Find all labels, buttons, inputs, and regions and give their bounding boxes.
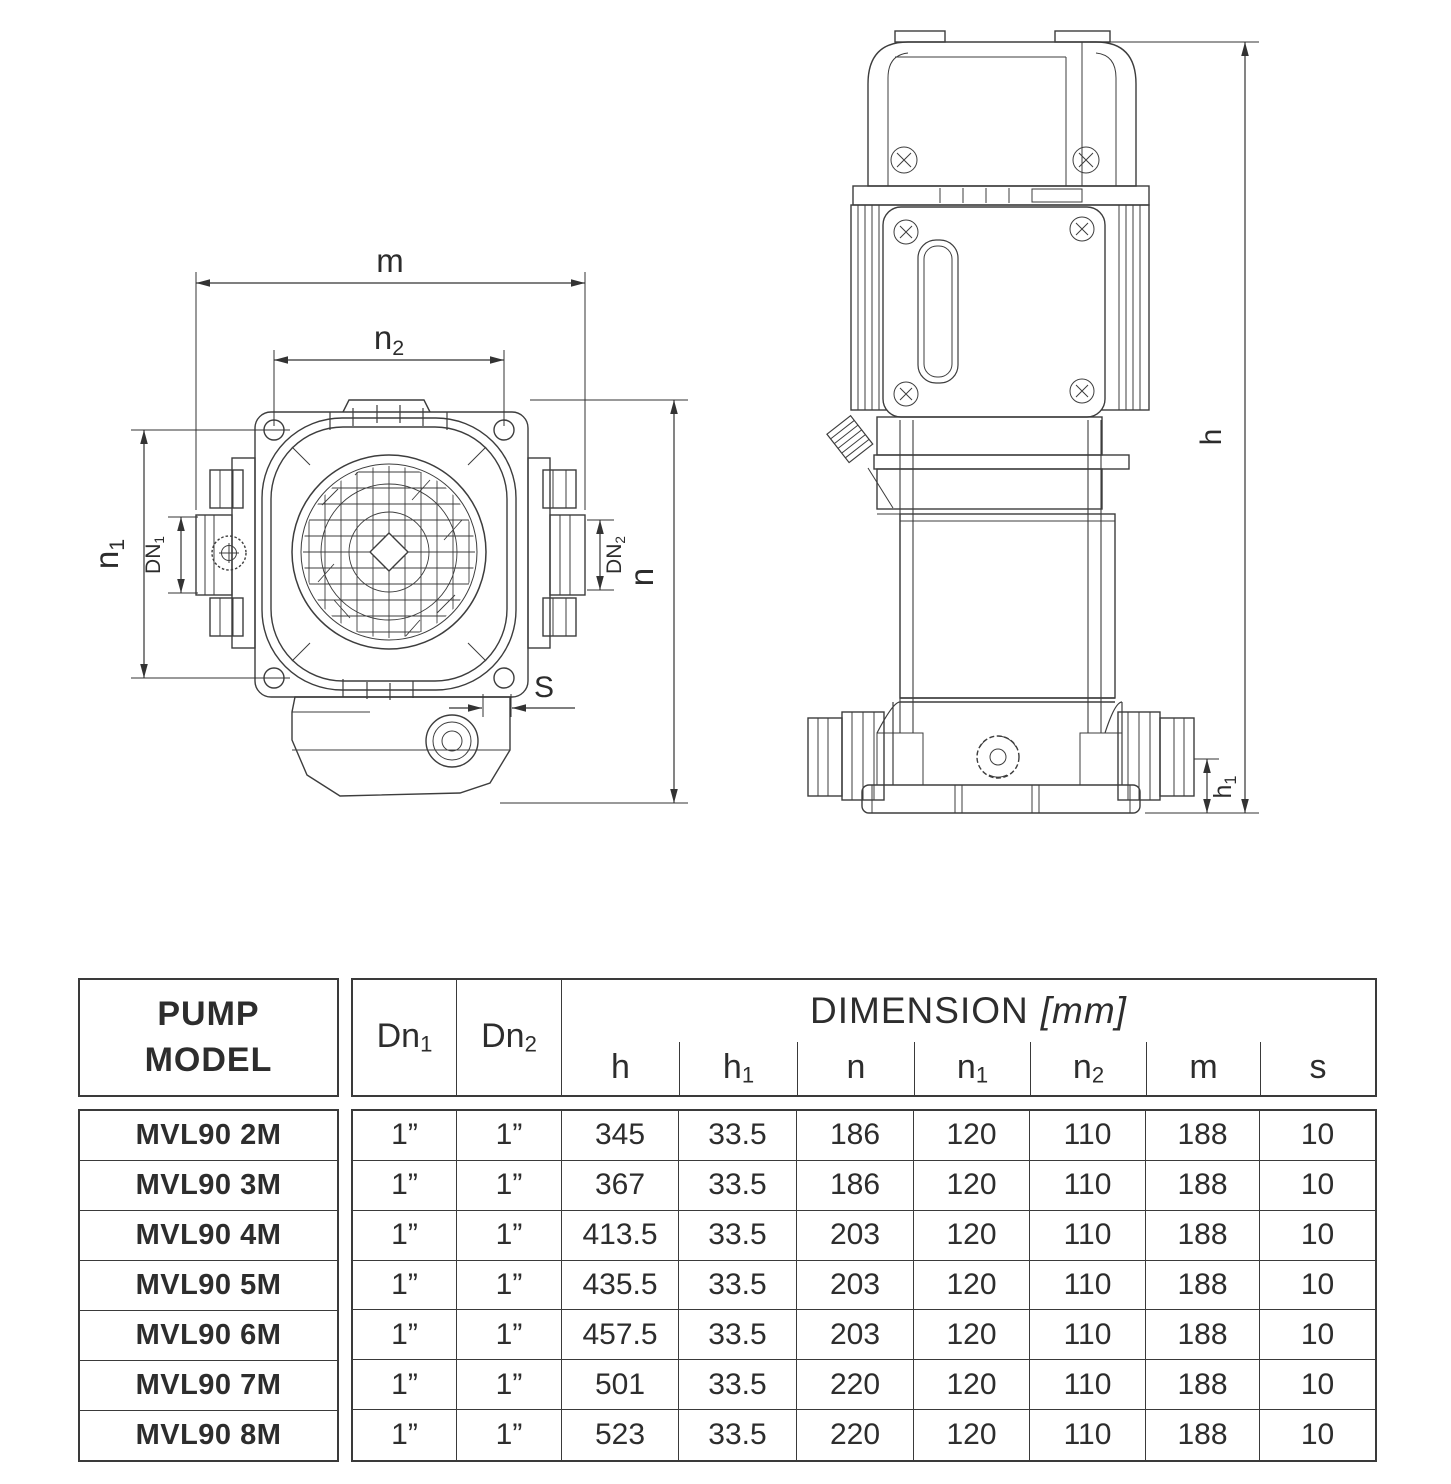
cell-s: 10 [1260, 1310, 1375, 1360]
cell-n2: 110 [1030, 1261, 1146, 1311]
pump-front-view-drawing [88, 242, 688, 803]
cell-n1: 120 [914, 1211, 1030, 1261]
cell-n: 186 [797, 1111, 914, 1161]
cell-n1: 120 [914, 1410, 1030, 1460]
dimension-title: DIMENSION [810, 990, 1029, 1031]
cell-n2: 110 [1030, 1161, 1146, 1211]
cell-h: 413.5 [562, 1211, 679, 1261]
cell-dn2: 1” [457, 1111, 562, 1161]
cell-s: 10 [1260, 1360, 1375, 1410]
cell-dn2: 1” [457, 1360, 562, 1410]
cell-n1: 120 [914, 1161, 1030, 1211]
table-header [351, 978, 1377, 1097]
cell-m: 188 [1146, 1410, 1260, 1460]
cell-h1: 33.5 [679, 1261, 797, 1311]
cell-h: 457.5 [562, 1310, 679, 1360]
dimension-header [562, 980, 1375, 1042]
pump-model-cell: MVL90 3M [80, 1161, 337, 1211]
cell-m: 188 [1146, 1161, 1260, 1211]
cell-n1: 120 [914, 1111, 1030, 1161]
cell-n1: 120 [914, 1360, 1030, 1410]
cell-dn1: 1” [353, 1261, 457, 1311]
cell-h1: 33.5 [679, 1310, 797, 1360]
cell-dn1: 1” [353, 1111, 457, 1161]
col-header-h: h [611, 1048, 630, 1087]
cell-n: 220 [797, 1360, 914, 1410]
col-header-h1: h1 [679, 1042, 797, 1095]
cell-dn2: 1” [457, 1161, 562, 1211]
dim-label-dn2: DN2 [603, 536, 628, 574]
pump-model-cell: MVL90 6M [80, 1311, 337, 1361]
cell-n1: 120 [914, 1310, 1030, 1360]
dim-label-n2: n2 [373, 319, 405, 360]
pump-model-cell: MVL90 4M [80, 1211, 337, 1261]
cell-dn1: 1” [353, 1310, 457, 1360]
cell-m: 188 [1146, 1261, 1260, 1311]
cell-dn2: 1” [457, 1211, 562, 1261]
pump-model-header [78, 978, 339, 1097]
cell-h: 435.5 [562, 1261, 679, 1311]
dim-label-n: n [623, 567, 660, 587]
col-header-dn2: Dn2 [457, 980, 562, 1095]
cell-dn1: 1” [353, 1211, 457, 1261]
cell-n2: 110 [1030, 1310, 1146, 1360]
cell-dn2: 1” [457, 1310, 562, 1360]
dim-label-h1: $h_1$ [1209, 775, 1240, 799]
col-header-n: n [797, 1042, 914, 1095]
cell-s: 10 [1260, 1261, 1375, 1311]
cell-n1: 120 [914, 1261, 1030, 1311]
col-header-m: m [1146, 1042, 1260, 1095]
cell-h1: 33.5 [679, 1410, 797, 1460]
cell-dn1: 1” [353, 1360, 457, 1410]
pump-model-cell: MVL90 8M [135, 1419, 282, 1451]
cell-s: 10 [1260, 1111, 1375, 1161]
dimension-unit: [mm] [1040, 990, 1127, 1031]
pump-model-cell: MVL90 7M [80, 1361, 337, 1411]
col-header-s: s [1260, 1042, 1375, 1095]
cell-m: 188 [1146, 1360, 1260, 1410]
cell-s: 10 [1300, 1418, 1335, 1452]
cell-dn2: 1” [457, 1261, 562, 1311]
cell-n2: 110 [1030, 1410, 1146, 1460]
dimension-data-grid [351, 1109, 1377, 1462]
cell-n: 203 [797, 1211, 914, 1261]
pump-model-column [78, 1109, 339, 1462]
cell-dn2: 1” [457, 1410, 562, 1460]
cell-h: 367 [562, 1161, 679, 1211]
dimension-sub-headers [562, 1042, 1375, 1095]
pump-model-cell: MVL90 5M [80, 1261, 337, 1311]
col-header-dn1: Dn1 [353, 980, 457, 1095]
cell-n2: 110 [1030, 1360, 1146, 1410]
cell-h1: 33.5 [679, 1111, 797, 1161]
cell-dn1: 1” [353, 1161, 457, 1211]
cell-s: 10 [1260, 1211, 1375, 1261]
dim-label-s: S [533, 671, 555, 704]
pump-model-header-line2: MODEL [144, 1040, 273, 1079]
dim-label-dn1: DN1 [142, 536, 167, 574]
dim-label-h: h [1195, 428, 1228, 446]
cell-h: 345 [562, 1111, 679, 1161]
cell-h: 501 [562, 1360, 679, 1410]
cell-n2: 110 [1030, 1211, 1146, 1261]
pump-side-view-drawing [808, 31, 1259, 813]
cell-h1: 33.5 [679, 1211, 797, 1261]
cell-n: 220 [797, 1410, 914, 1460]
cell-h: 523 [562, 1410, 679, 1460]
cell-h1: 33.5 [679, 1360, 797, 1410]
cell-m: 188 [1146, 1211, 1260, 1261]
cell-h1: 33.5 [679, 1161, 797, 1211]
cell-n2: 110 [1030, 1111, 1146, 1161]
cell-n: 186 [797, 1161, 914, 1211]
dim-label-m: m [376, 242, 404, 279]
col-header-n1: n1 [914, 1042, 1030, 1095]
col-header-n2: n2 [1030, 1042, 1146, 1095]
cell-n: 203 [797, 1261, 914, 1311]
dim-label-n1: n1 [88, 538, 129, 570]
cell-s: 10 [1260, 1161, 1375, 1211]
cell-n: 203 [797, 1310, 914, 1360]
cell-dn1: 1” [353, 1410, 457, 1460]
cell-m: 188 [1146, 1111, 1260, 1161]
cell-m: 188 [1146, 1310, 1260, 1360]
pump-model-header-line1: PUMP [157, 994, 260, 1033]
pump-model-cell: MVL90 2M [80, 1111, 337, 1161]
